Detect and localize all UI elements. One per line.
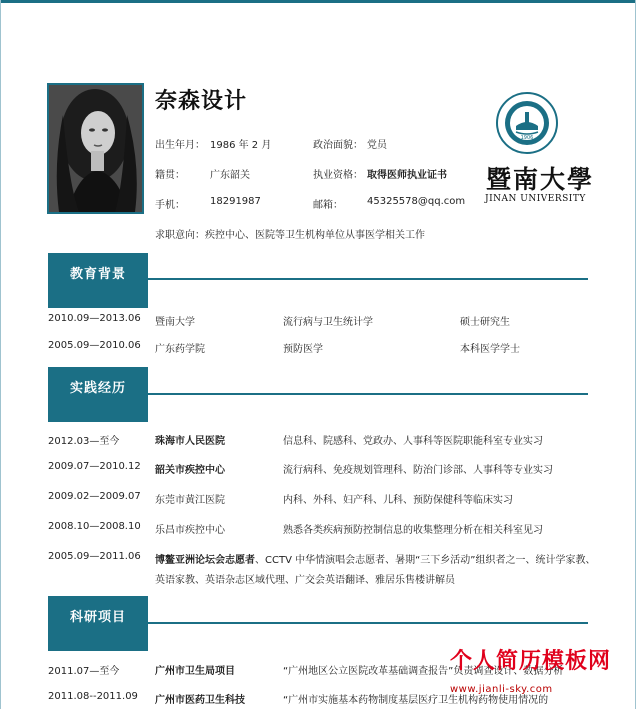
practice-desc: 熟悉各类疾病预防控制信息的收集整理分析在相关科室见习 [283, 525, 543, 536]
birth-label: 出生年月： [155, 140, 205, 151]
political-label: 政治面貌： [313, 140, 363, 151]
watermark-cn: 个人简历模板网 [450, 649, 612, 674]
edu-degree: 硕士研究生 [460, 317, 510, 328]
education-header [48, 253, 148, 308]
license-value: 取得医师执业证书 [367, 170, 447, 181]
email-value: 45325578@qq.com [367, 196, 466, 207]
research-desc: “广州地区公立医院改革基础调查报告”负责调查设计、数据分析 [283, 666, 564, 677]
education-divider [148, 278, 588, 280]
license-label: 执业资格： [313, 170, 363, 181]
practice-date: 2008.10—2008.10 [48, 521, 141, 532]
research-header [48, 596, 148, 651]
research-project: 广州市医药卫生科技 [155, 695, 245, 706]
edu-school: 广东药学院 [155, 344, 205, 355]
practice-org: 东莞市黄江医院 [155, 495, 225, 506]
practice-date: 2009.07—2010.12 [48, 461, 141, 472]
edu-date: 2005.09—2010.06 [48, 340, 141, 351]
birth-value: 1986 年 2 月 [210, 140, 272, 151]
native-value: 广东韶关 [210, 170, 250, 181]
left-border [0, 0, 1, 709]
research-divider [148, 622, 588, 624]
edu-major: 流行病与卫生统计学 [283, 317, 373, 328]
practice-title: 实践经历 [69, 381, 126, 396]
volunteer-bold: 博鳌亚洲论坛会志愿者 [155, 555, 255, 566]
seal-year: 1906 [520, 135, 534, 141]
email-label: 邮箱： [313, 200, 343, 211]
practice-date: 2009.02—2009.07 [48, 491, 141, 502]
university-seal-icon [496, 92, 558, 154]
candidate-name: 奈森设计 [155, 89, 248, 114]
edu-degree: 本科医学学士 [460, 344, 520, 355]
practice-desc: 流行病科、免疫规划管理科、防治门诊部、人事科等专业实习 [283, 465, 553, 476]
volunteer-line-2: 英语家教、英语杂志区域代理、广交会英语翻译、雅居乐售楼讲解员 [155, 575, 455, 586]
research-date: 2011.08--2011.09 [48, 691, 138, 702]
phone-label: 手机： [155, 200, 185, 211]
university-name-cn: 暨南大學 [486, 165, 595, 194]
research-title: 科研项目 [69, 610, 126, 625]
practice-org: 韶关市疾控中心 [155, 465, 225, 476]
practice-divider [148, 393, 588, 395]
edu-date: 2010.09—2013.06 [48, 313, 141, 324]
volunteer-rest: 、CCTV 中华情演唱会志愿者、暑期“三下乡活动”组织者之一、统计学家教、 [255, 555, 596, 566]
research-desc: “广州市实施基本药物制度基层医疗卫生机构药物使用情况的 [283, 695, 549, 706]
phone-value: 18291987 [210, 196, 261, 207]
research-date: 2011.07—至今 [48, 666, 120, 677]
profile-photo [47, 83, 144, 214]
job-objective: 求职意向：疾控中心、医院等卫生机构单位从事医学相关工作 [155, 230, 425, 241]
edu-school: 暨南大学 [155, 317, 195, 328]
practice-header [48, 367, 148, 422]
edu-major: 预防医学 [283, 344, 323, 355]
portrait-image [49, 85, 142, 212]
native-label: 籍贯： [155, 170, 185, 181]
practice-org: 乐昌市疾控中心 [155, 525, 225, 536]
practice-date: 2012.03—至今 [48, 436, 120, 447]
practice-desc: 内科、外科、妇产科、儿科、预防保健科等临床实习 [283, 495, 513, 506]
practice-org: 珠海市人民医院 [155, 436, 225, 447]
watermark-url: www.jianli-sky.com [450, 684, 553, 695]
top-border [0, 0, 636, 3]
volunteer-line-1 [155, 551, 595, 566]
political-value: 党员 [367, 140, 387, 151]
education-title: 教育背景 [69, 267, 126, 282]
research-project: 广州市卫生局项目 [155, 666, 235, 677]
practice-desc: 信息科、院感科、党政办、人事科等医院职能科室专业实习 [283, 436, 543, 447]
university-name-en: JINAN UNIVERSITY [485, 194, 586, 204]
practice-date: 2005.09—2011.06 [48, 551, 141, 562]
